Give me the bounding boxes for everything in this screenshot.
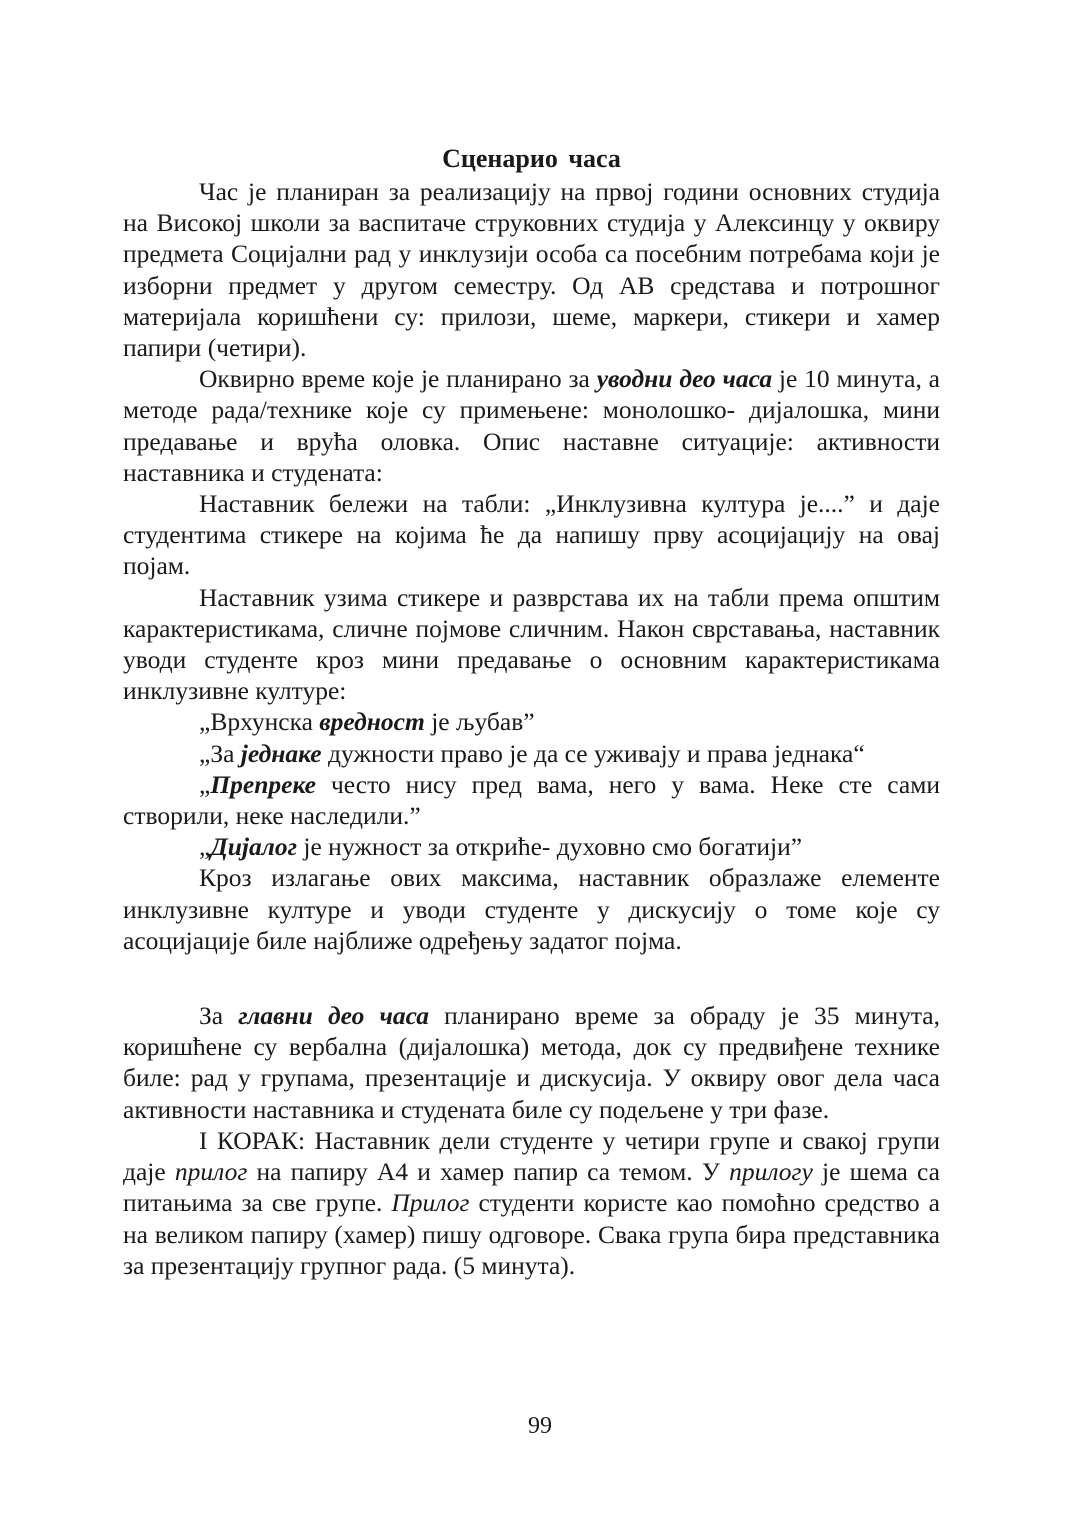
maxim-dialogue <box>123 831 940 862</box>
emphasis-equal: једнаке <box>240 738 322 768</box>
text-run: студенти користе као помоћно средство а на великом папиру (хамер) пишу одговоре. Свака група бира представника за презентацију групног рада. (5 минута). <box>123 1188 940 1280</box>
text-run: је 10 минута, а методе рада/технике које су примењене: монолошко- дијалошка, мини предавање и врућа оловка. Опис наставне ситуације: активности наставника и студената: <box>123 364 940 487</box>
italic-term: Прилог <box>391 1188 470 1218</box>
text-run: је љубав” <box>424 707 535 737</box>
maxim-value <box>123 706 940 737</box>
text-run: је шема са питањима за све групе. <box>123 1157 940 1218</box>
maxim-obstacles <box>123 769 940 831</box>
text-run: I КОРАК: Наставник дели студенте у четири групе и свакој групи даје <box>123 1125 940 1187</box>
page-body <box>123 142 940 1281</box>
paragraph-step-one <box>123 1125 940 1281</box>
text-run: Оквирно време које је планирано за <box>199 364 597 394</box>
emphasis-value: вредност <box>319 707 425 737</box>
paragraph-gap <box>123 956 940 1000</box>
paragraph-board-note: Наставник бележи на табли: „Инклузивна култура је....” и даје студентима стикере на којима ће да напишу прву асоцијацију на овај појам. <box>123 489 940 581</box>
emphasis-obstacles: Препреке <box>210 769 316 799</box>
paragraph-maxims-discussion: Кроз излагање ових максима, наставник образлаже елементе инклузивне културе и уводи студенте у дискусију о томе које су асоцијације биле најближе одређењу задатог појма. <box>123 863 940 955</box>
emphasis-dialogue: Дијалог <box>210 832 298 862</box>
text-run: на папиру А4 и хамер папир са темом. У <box>247 1157 730 1187</box>
emphasis-main-part: главни део часа <box>238 1001 430 1031</box>
paragraph-stickers: Наставник узима стикере и разврстава их на табли према општим карактеристикама, сличне појмове сличним. Након сврставања, наставник уводи студенте кроз мини предавање о основним карактеристикама инклузивне културе: <box>123 582 940 706</box>
italic-term: прилогу <box>729 1157 813 1187</box>
paragraph-main-part <box>123 1000 940 1125</box>
paragraph-intro-part <box>123 363 940 488</box>
text-run: „ <box>199 769 211 799</box>
text-run: дужности право је да се уживају и права једнака“ <box>321 738 865 768</box>
text-run: „ <box>199 832 211 862</box>
emphasis-intro-part: уводни део часа <box>596 364 773 394</box>
text-run: често нису пред вама, него у вама. Неке сте сами створили, неке наследили.” <box>123 769 940 831</box>
italic-term: прилог <box>174 1157 248 1187</box>
maxim-equal <box>123 738 940 769</box>
text-run: је нужност за откриће- духовно смо богатији” <box>297 832 803 862</box>
text-run: За <box>199 1001 239 1031</box>
page-number: 99 <box>528 1413 552 1439</box>
section-title: Сценарио часа <box>442 144 621 173</box>
text-run: планирано време за обраду је 35 минута, коришћене су вербална (дијалошка) метода, док су предвиђене технике биле: рад у групама, презентације и дискусија. У оквиру овог дела часа активности наставника и студената биле су подељене у три фазе. <box>123 1001 941 1124</box>
text-run: „Врхунска <box>199 707 320 737</box>
paragraph-course-context: Час је планиран за реализацију на првој години основних студија на Високој школи за васпитаче струковних студија у Алексинцу у оквиру предмета Социјални рад у инклузији особа са посебним потребама који је изборни предмет у другом семестру. Од АВ средстава и потрошног материјала коришћени су: прилози, шеме, маркери, стикери и хамер папири (четири). <box>123 177 940 363</box>
text-run: „За <box>199 738 241 768</box>
